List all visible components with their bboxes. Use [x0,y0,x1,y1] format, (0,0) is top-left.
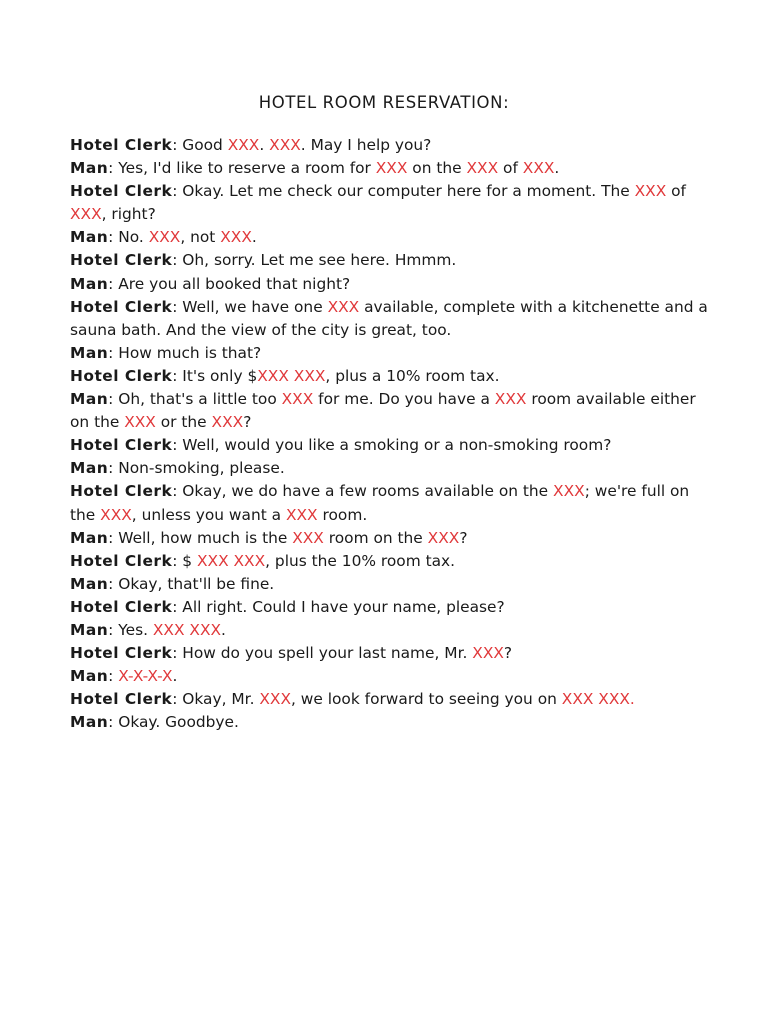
dialogue-text: , right? [101,205,156,224]
redacted-text: XXX [100,505,132,524]
redacted-text: XXX [472,644,504,663]
dialogue-text: : Well, would you like a smoking or a non-smoking room? [172,436,612,455]
redacted-text: XXX [553,482,585,501]
redacted-text: XXX [211,413,244,432]
speaker-name: Hotel Clerk [70,597,173,616]
dialogue-line [70,388,710,434]
redacted-text: XXX XXX [257,366,326,385]
dialogue-text: , plus a 10% room tax. [325,366,500,385]
dialogue-text: for me. Do you have a [313,390,495,409]
dialogue-text: : No. [108,228,149,247]
dialogue-text: , we look forward to seeing you on [291,690,562,709]
dialogue-text: of [498,159,523,178]
dialogue-line [70,157,710,180]
dialogue-text: : Well, we have one [172,297,328,316]
redacted-text: X-X-X-X [118,667,173,686]
dialogue-text: . [259,136,270,154]
dialogue-line [70,134,710,157]
redacted-text: XXX [70,205,102,224]
dialogue-line [70,296,710,342]
redacted-text: XXX [427,528,460,547]
redacted-text: XXX [227,136,260,154]
dialogue-text: : Okay, that'll be fine. [108,574,275,593]
dialogue-line [70,249,710,272]
dialogue-transcript [70,134,710,734]
dialogue-line [70,434,710,457]
dialogue-line [70,457,710,480]
dialogue-text: . [172,667,178,686]
dialogue-text: : Non-smoking, please. [108,459,285,478]
dialogue-text: : Okay. Let me check our computer here for a moment. The [172,182,635,201]
dialogue-line [70,665,710,688]
redacted-text: XXX [522,159,555,178]
redacted-text: XXX [466,159,499,178]
dialogue-line [70,342,710,365]
speaker-name: Hotel Clerk [70,644,173,663]
dialogue-text: : Good [172,136,228,154]
dialogue-text: . [221,620,226,639]
speaker-name: Hotel Clerk [70,436,173,455]
speaker-name: Man [70,459,109,478]
redacted-text: XXX [148,228,181,247]
dialogue-line [70,550,710,573]
speaker-name: Man [70,574,109,593]
speaker-name: Hotel Clerk [70,482,173,501]
dialogue-line [70,273,710,296]
redacted-text: XXX [259,690,291,709]
document-title: HOTEL ROOM RESERVATION: [258,93,510,112]
dialogue-text: ? [243,413,252,432]
dialogue-text: : Yes. [108,620,153,639]
speaker-name: Man [70,343,109,362]
redacted-text: XXX XXX [196,551,266,570]
dialogue-text: or the [155,413,212,432]
dialogue-text: . [251,228,257,247]
dialogue-text: . [554,159,560,178]
speaker-name: Hotel Clerk [70,366,173,385]
dialogue-text: : Are you all booked that night? [108,274,351,293]
redacted-text: XXX [494,390,527,409]
dialogue-line [70,596,710,619]
dialogue-line [70,642,710,665]
redacted-text: XXX [281,390,314,409]
dialogue-line [70,365,710,388]
dialogue-line [70,226,710,249]
dialogue-text: : Oh, that's a little too [108,390,282,409]
dialogue-text: : [108,667,119,686]
speaker-name: Man [70,274,109,293]
speaker-name: Hotel Clerk [70,690,173,709]
dialogue-text: : Well, how much is the [108,528,293,547]
speaker-name: Man [70,528,109,547]
redacted-text: XXX [285,505,318,524]
dialogue-line [70,711,710,734]
redacted-text: XXX [292,528,324,547]
dialogue-text: : $ [172,551,197,570]
redacted-text: XXX [124,413,156,432]
speaker-name: Man [70,390,109,409]
dialogue-text: , unless you want a [131,505,286,524]
redacted-text: XXX [269,136,301,154]
dialogue-text: : Okay, we do have a few rooms available on the [172,482,554,501]
dialogue-text: , not [180,228,221,247]
speaker-name: Man [70,228,109,247]
speaker-name: Man [70,713,109,732]
dialogue-text: of [666,182,686,201]
speaker-name: Hotel Clerk [70,136,173,154]
dialogue-text: , plus the 10% room tax. [265,551,456,570]
dialogue-line [70,180,710,226]
redacted-text: XXX XXX [152,620,222,639]
speaker-name: Hotel Clerk [70,297,173,316]
dialogue-text: : Yes, I'd like to reserve a room for [108,159,376,178]
dialogue-text: room on the [323,528,428,547]
redacted-text: XXX XXX. [561,690,635,709]
redacted-text: XXX [220,228,252,247]
speaker-name: Man [70,159,109,178]
speaker-name: Hotel Clerk [70,251,173,270]
dialogue-text: . May I help you? [300,136,432,154]
dialogue-line [70,688,710,711]
speaker-name: Hotel Clerk [70,551,173,570]
redacted-text: XXX [634,182,667,201]
dialogue-text: : Oh, sorry. Let me see here. Hmmm. [172,251,457,270]
speaker-name: Man [70,667,109,686]
redacted-text: XXX [327,297,360,316]
dialogue-line [70,480,710,526]
redacted-text: XXX [375,159,408,178]
dialogue-text: on the [407,159,467,178]
speaker-name: Man [70,620,109,639]
dialogue-text: : Okay, Mr. [172,690,260,709]
speaker-name: Hotel Clerk [70,182,173,201]
dialogue-text: : It's only $ [172,366,258,385]
dialogue-text: : How do you spell your last name, Mr. [172,644,473,663]
dialogue-line [70,619,710,642]
dialogue-text: room. [317,505,368,524]
dialogue-text: : Okay. Goodbye. [108,713,239,732]
dialogue-text: ? [503,644,513,663]
dialogue-text: ? [459,528,468,547]
dialogue-text: available, complete with a kitchenette and a sauna bath. And the view of the city is great, too. [70,297,708,339]
dialogue-text: : All right. Could I have your name, please? [172,597,505,616]
dialogue-line [70,527,710,550]
dialogue-text: room available either on the [70,390,696,432]
dialogue-text: : How much is that? [108,343,262,362]
dialogue-text: ; we're full on the [70,482,690,524]
dialogue-line [70,573,710,596]
